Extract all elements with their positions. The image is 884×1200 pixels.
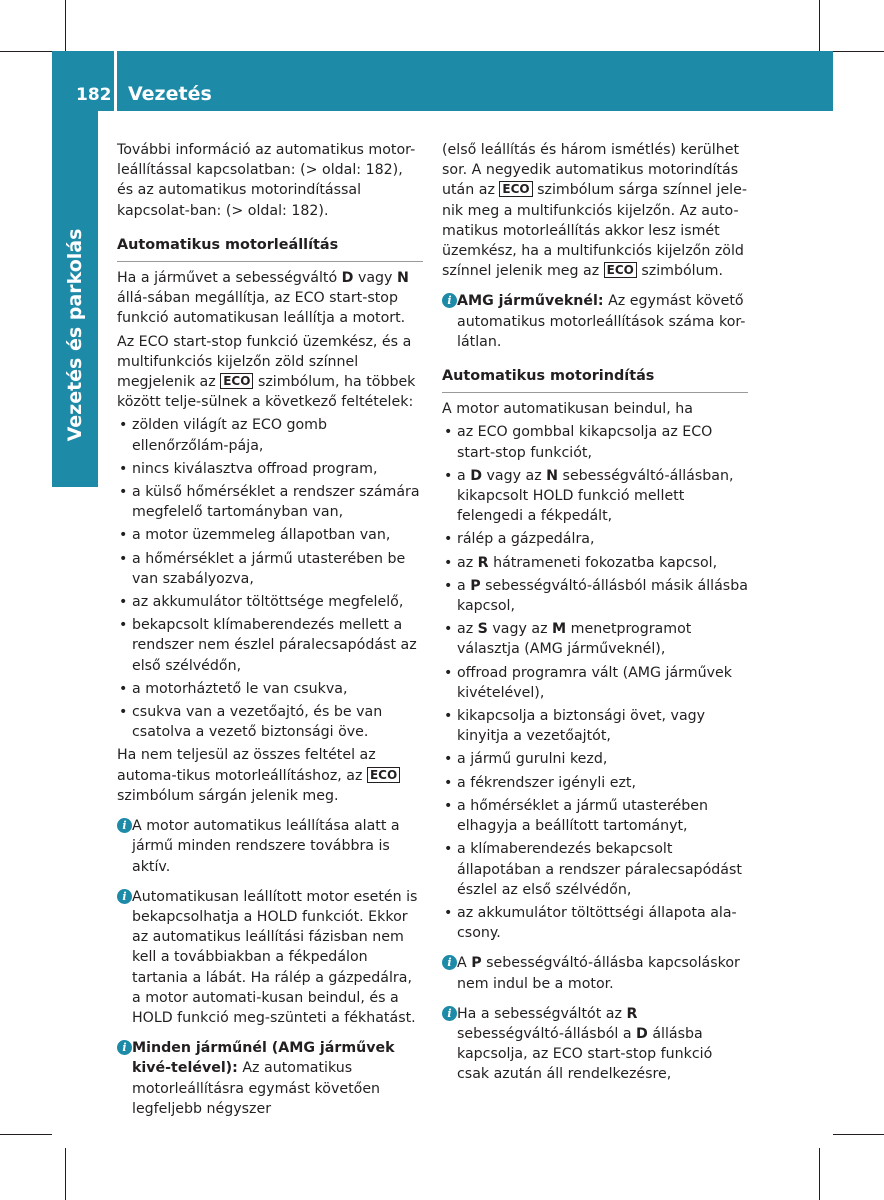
eco-symbol-icon: ECO bbox=[367, 767, 400, 783]
list-item: • a motor üzemmeleg állapotban van, bbox=[117, 525, 423, 545]
info-note: i Automatikusan leállított motor esetén is bekapcsolhatja a HOLD funkciót. Ekkor az automatikus leállítási fázisban nem kell a továbbiakban a fékpedálon tartania a lábát. Ha rálép a gázpedálra, a motor automati-kusan beindul, és a HOLD funkció meg-szünteti a fékhatást. bbox=[117, 887, 423, 1028]
crop-mark bbox=[819, 0, 820, 52]
list-item: • csukva van a vezetőajtó, és be van csatolva a vezető biztonsági öve. bbox=[117, 702, 423, 742]
list-item: • a motorháztető le van csukva, bbox=[117, 679, 423, 699]
crop-mark bbox=[833, 1134, 884, 1135]
paragraph: Ha nem teljesül az összes feltétel az automa-tikus motorleállításhoz, az ECO szimbólum sárgán jelenik meg. bbox=[117, 745, 423, 806]
eco-symbol-icon: ECO bbox=[220, 373, 253, 389]
list-item: • nincs kiválasztva offroad program, bbox=[117, 459, 423, 479]
list-item: • a hőmérséklet a jármű utasterében elhagyja a beállított tartományt, bbox=[442, 796, 748, 836]
paragraph: Ha a járművet a sebességváltó D vagy N állá-sában megállítja, az ECO start-stop funkció automatikusan leállítja a motort. bbox=[117, 270, 409, 327]
page-number: 182 bbox=[76, 85, 112, 105]
info-icon: i bbox=[117, 818, 132, 833]
crop-mark bbox=[0, 1134, 52, 1135]
info-icon: i bbox=[117, 889, 132, 904]
info-note: i Ha a sebességváltót az R sebességváltó-állásból a D állásba kapcsolja, az ECO start-stop funkció csak azután áll rendelkezésre, bbox=[442, 1004, 748, 1085]
list-item: • a fékrendszer igényli ezt, bbox=[442, 773, 748, 793]
crop-mark bbox=[819, 1148, 820, 1200]
chapter-header-bar bbox=[117, 51, 833, 111]
info-icon: i bbox=[117, 1040, 132, 1055]
list-item: • a klímaberendezés bekapcsolt állapotában a rendszer páralecsapódást észlel az első szélvédőn, bbox=[442, 839, 748, 900]
list-item: • rálép a gázpedálra, bbox=[442, 529, 748, 549]
crop-mark bbox=[65, 0, 66, 52]
left-column bbox=[117, 140, 423, 1129]
list-item: • offroad programra vált (AMG járművek kivételével), bbox=[442, 663, 748, 703]
info-icon: i bbox=[442, 1006, 457, 1021]
eco-symbol-icon: ECO bbox=[604, 262, 637, 278]
list-item: • a külső hőmérséklet a rendszer számára megfelelő tartományban van, bbox=[117, 482, 423, 522]
side-tab-label: Vezetés és parkolás bbox=[64, 228, 86, 442]
list-item: • bekapcsolt klímaberendezés mellett a rendszer nem észlel páralecsapódást az első szélvédőn, bbox=[117, 615, 423, 676]
crop-mark bbox=[833, 51, 884, 52]
list-item: • a D vagy az N sebességváltó-állásban, kikapcsolt HOLD funkció mellett felengedi a fékpedált, bbox=[442, 466, 748, 527]
crop-mark bbox=[65, 1148, 66, 1200]
list-item: • az akkumulátor töltöttsége megfelelő, bbox=[117, 592, 423, 612]
list-item: • az akkumulátor töltöttségi állapota ala-csony. bbox=[442, 903, 748, 943]
paragraph: Az ECO start-stop funkció üzemkész, és a multifunkciós kijelzőn zöld színnel megjelenik az ECO szimbólum, ha többek között telje-sülnek a következő feltételek: bbox=[117, 333, 416, 411]
eco-symbol-icon: ECO bbox=[499, 181, 532, 197]
section-heading-start: Automatikus motorindítás bbox=[442, 366, 748, 393]
paragraph: (első leállítás és három ismétlés) kerülhet sor. A negyedik automatikus motorindítás után az ECO szimbólum sárga színnel jele-nik meg a multifunkciós kijelzőn. Az auto-matikus motorleállítás akkor lesz ismét üzemkész, ha a multifunkciós kijelzőn zöld színnel jelenik meg az ECO szimbólum. bbox=[442, 142, 747, 280]
right-column bbox=[442, 140, 748, 1095]
info-note: i A motor automatikus leállítása alatt a jármű minden rendszere továbbra is aktív. bbox=[117, 816, 423, 877]
paragraph: A motor automatikusan beindul, ha bbox=[442, 401, 693, 418]
list-item: • zölden világít az ECO gomb ellenőrzőlám-pája, bbox=[117, 415, 423, 455]
info-icon: i bbox=[442, 293, 457, 308]
list-item: • a hőmérséklet a jármű utasterében be van szabályozva, bbox=[117, 549, 423, 589]
info-note: i A P sebességváltó-állásba kapcsoláskor nem indul be a motor. bbox=[442, 953, 748, 993]
info-note: i Minden járműnél (AMG járművek kivé-telével): Az automatikus motorleállításra egymást követően legfeljebb négyszer bbox=[117, 1038, 423, 1119]
condition-list bbox=[117, 415, 423, 742]
list-item: • a jármű gurulni kezd, bbox=[442, 749, 748, 769]
list-item: • az S vagy az M menetprogramot választja (AMG járműveknél), bbox=[442, 619, 748, 659]
list-item: • a P sebességváltó-állásból másik állásba kapcsol, bbox=[442, 576, 748, 616]
info-icon: i bbox=[442, 955, 457, 970]
crop-mark bbox=[0, 51, 52, 52]
chapter-title: Vezetés bbox=[128, 83, 212, 105]
list-item: • kikapcsolja a biztonsági övet, vagy kinyitja a vezetőajtót, bbox=[442, 706, 748, 746]
list-item: • az ECO gombbal kikapcsolja az ECO start-stop funkciót, bbox=[442, 422, 748, 462]
list-item: • az R hátrameneti fokozatba kapcsol, bbox=[442, 553, 748, 573]
intro-paragraph: További információ az automatikus motor-leállítással kapcsolatban: (> oldal: 182), és az automatikus motorindítással kapcsolat-ban: (> oldal: 182). bbox=[117, 142, 416, 219]
section-heading-stop: Automatikus motorleállítás bbox=[117, 235, 423, 262]
start-condition-list bbox=[442, 422, 748, 943]
info-note: i AMG járműveknél: Az egymást követő automatikus motorleállítások száma kor-látlan. bbox=[442, 291, 748, 352]
